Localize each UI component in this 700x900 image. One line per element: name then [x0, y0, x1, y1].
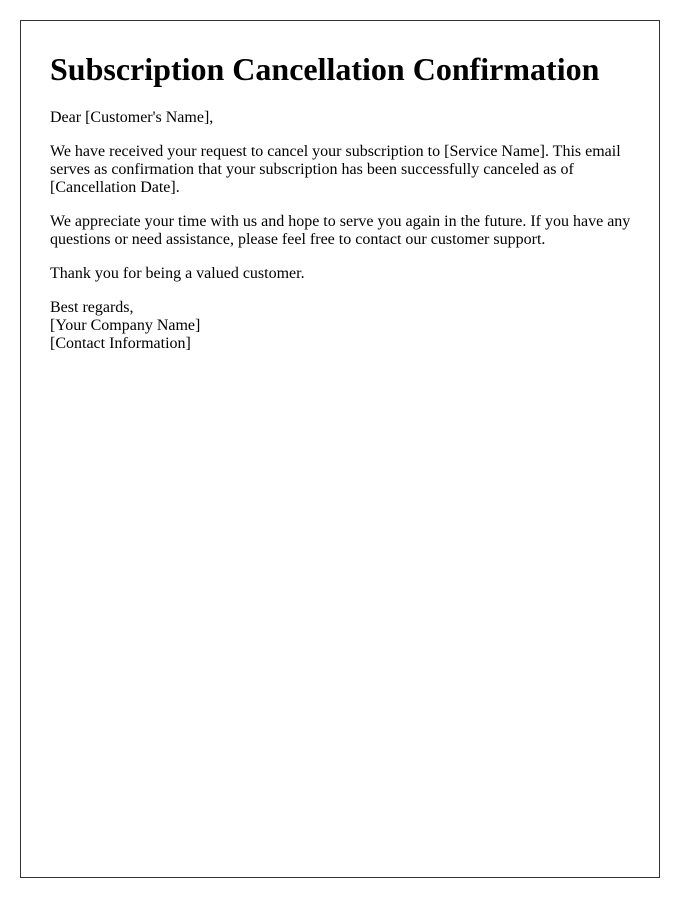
- contact-information: [Contact Information]: [50, 335, 191, 352]
- signature-block: [50, 299, 640, 353]
- body-paragraph-thanks: Thank you for being a valued customer.: [50, 265, 305, 282]
- closing-line: Best regards,: [50, 299, 134, 316]
- letter-title: Subscription Cancellation Confirmation: [50, 51, 600, 87]
- salutation: Dear [Customer's Name],: [50, 109, 214, 126]
- body-paragraph-confirmation: We have received your request to cancel your subscription to [Service Name]. This email serves as confirmation that your subscription has been successfully canceled as of [Cancellation Date].: [50, 143, 621, 196]
- body-paragraph-appreciation: We appreciate your time with us and hope to serve you again in the future. If you have any questions or need assistance, please feel free to contact our customer support.: [50, 213, 631, 248]
- letter-content: [50, 51, 640, 353]
- company-name: [Your Company Name]: [50, 317, 201, 334]
- letter-page: [20, 20, 660, 878]
